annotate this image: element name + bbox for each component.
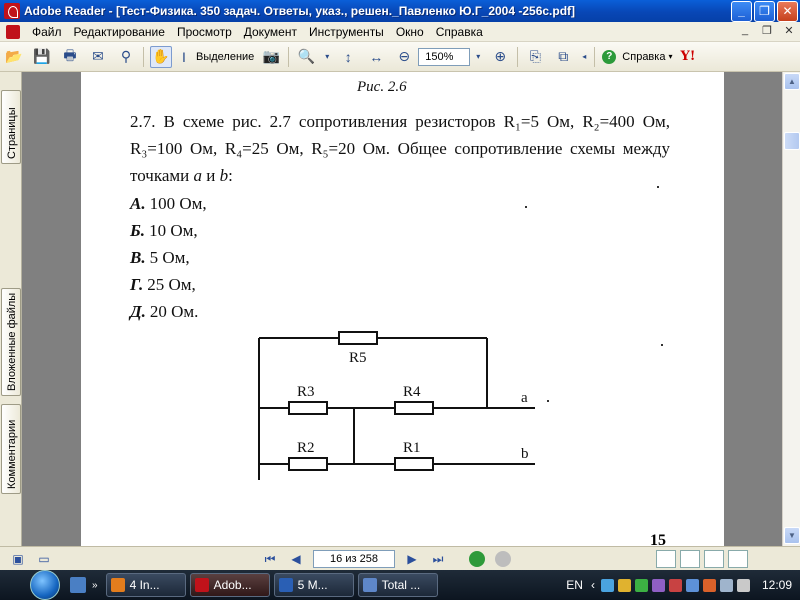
toolbar-separator [517,47,518,67]
taskbar-button-adobe[interactable] [190,573,270,597]
menu-view[interactable]: Просмотр [176,24,232,39]
resistor-r3 [289,402,327,414]
tray-app-icon[interactable] [601,579,614,592]
clock[interactable]: 12:09 [761,578,792,592]
resistor-r2 [289,458,327,470]
rotate-icon[interactable]: ⎘ [529,48,541,64]
terminal-a: a [521,390,528,406]
fit-width-icon[interactable]: ↔ [369,48,384,65]
answer-option [130,302,198,322]
previous-view-icon[interactable] [469,551,485,567]
zoom-dropdown-icon[interactable]: ▾ [325,52,330,61]
close-button[interactable]: ✕ [777,1,798,22]
page-layout-icon[interactable]: ⧉ [558,48,569,64]
resistor-r1 [395,458,433,470]
next-view-icon[interactable] [495,551,511,567]
taskbar-button-label: 4 In... [129,578,160,592]
scan-speck [657,186,659,188]
menu-window[interactable]: Окно [395,24,424,39]
terminal-b: b [521,446,529,462]
scan-speck [525,206,527,208]
single-page-layout-icon[interactable] [656,550,676,568]
adobe-icon [195,578,209,592]
system-tray [566,578,800,592]
title-bar [0,0,800,22]
taskbar-button-total-commander[interactable] [358,573,438,597]
point-a-label: a [193,166,202,185]
window-title: Adobe Reader - [Тест-Физика. 350 задач. Ответы, указ., решен._Павленко Ю.Г_2004 -256с.pdf] [24,4,576,18]
continuous-layout-icon[interactable] [680,550,700,568]
maximize-button[interactable]: ❐ [754,1,775,22]
toolbar-separator [288,47,289,67]
answer-option [130,275,196,295]
answer-text: 25 Ом, [147,275,196,294]
minimize-button[interactable]: _ [731,1,752,22]
quick-launch-expand-icon[interactable]: » [92,579,98,591]
bookmark-panel-icon[interactable]: ▣ [12,551,24,566]
scroll-down-arrow-icon[interactable]: ▼ [784,527,800,544]
menu-document[interactable]: Документ [243,24,297,39]
answer-option [130,221,198,241]
label-r4: R4 [403,384,421,400]
circuit-diagram [257,330,557,510]
snapshot-icon[interactable]: 📷 [262,48,281,64]
print-icon[interactable]: 🖶 [63,46,77,63]
tab-comments[interactable] [1,404,21,494]
page-status-icon[interactable]: ▭ [38,551,50,566]
tab-pages-label: Страницы [6,107,18,159]
label-r2: R2 [297,440,315,456]
firefox-icon [111,578,125,592]
tab-attachments[interactable] [1,288,21,396]
taskbar-button-label: Total ... [381,578,421,592]
help-icon: ? [602,50,616,64]
menu-bar [0,22,800,42]
last-page-icon[interactable]: ⏭ [432,551,444,566]
next-page-icon[interactable]: ▶ [407,551,417,566]
toolbar [0,42,800,72]
save-icon[interactable]: 💾 [33,48,51,64]
toolbar-separator [594,47,595,67]
taskbar-button-firefox[interactable] [106,573,186,597]
network-icon[interactable] [720,579,733,592]
tray-expand-icon[interactable]: ‹ [590,578,595,592]
label-r5: R5 [349,350,367,366]
answer-option [130,248,190,268]
help-chevron-icon: ▾ [668,52,673,61]
answer-text: 5 Ом, [149,248,190,267]
volume-icon[interactable] [737,579,750,592]
zoom-in-icon[interactable]: ⊕ [494,48,507,64]
toolbar-separator [143,47,144,67]
taskbar-button-word[interactable] [274,573,354,597]
previous-page-icon[interactable]: ◀ [291,551,301,566]
search-binoculars-icon[interactable]: ⚲ [120,48,132,64]
menu-help[interactable]: Справка [435,24,483,39]
answer-letter: В. [130,248,146,267]
answer-letter: А. [130,194,146,213]
yahoo-toolbar-icon[interactable]: Y! [680,49,696,64]
zoom-input[interactable]: 150% [418,48,470,66]
tray-app-icon[interactable] [669,579,682,592]
tab-attachments-label: Вложенные файлы [6,292,18,391]
resistor-r4 [395,402,433,414]
answer-letter: Г. [130,275,144,294]
tray-app-icon[interactable] [703,579,716,592]
navigation-bar [0,546,800,570]
first-page-icon[interactable]: ⏮ [264,551,276,566]
menu-tools[interactable]: Инструменты [308,24,384,39]
menu-edit[interactable]: Редактирование [73,24,165,39]
language-indicator[interactable]: EN [566,578,583,592]
figure-caption-2-6: Рис. 2.6 [357,79,407,95]
help-button[interactable] [602,50,672,64]
zoom-out-icon[interactable]: ⊖ [398,48,411,64]
total-commander-icon [363,578,377,592]
label-r3: R3 [297,384,315,400]
and-word: и [206,166,216,185]
menu-file[interactable]: Файл [32,24,62,39]
point-b-label: b [219,166,229,185]
resistor-r5 [339,332,377,344]
zoom-in-tool-icon[interactable]: 🔍 [297,48,316,64]
continuous-facing-layout-icon[interactable] [728,550,748,568]
vertical-scrollbar[interactable] [782,72,800,546]
problem-text: 2.7. В схеме рис. 2.7 сопротивления резисторов R₁=5 Ом, R₂=400 Ом, R₃=100 Ом, R₄=25 Ом, R₅=20 Ом. Общее сопротивление схемы между точками [130,112,670,185]
tray-app-icon[interactable] [686,579,699,592]
tray-app-icon[interactable] [635,579,648,592]
tab-comments-label: Комментарии [6,419,18,489]
problem-statement: 2.7. В схеме рис. 2.7 сопротивления резисторов R₁=5 Ом, R₂=400 Ом, R₃=100 Ом, R₄=25 Ом, R₅=20 Ом. Общее сопротивление схемы между точками a и b: [130,112,670,185]
tray-app-icon[interactable] [618,579,631,592]
start-button[interactable] [30,570,60,600]
answer-text: 10 Ом, [149,221,198,240]
doc-minimize-icon[interactable]: _ [741,23,749,36]
doc-restore-icon[interactable]: ❐ [762,24,772,37]
doc-close-icon[interactable]: ✕ [784,24,794,37]
tray-app-icon[interactable] [652,579,665,592]
label-r1: R1 [403,440,421,456]
hand-tool-icon[interactable]: ✋ [150,46,172,68]
answer-text: 20 Ом. [149,302,199,321]
scroll-thumb[interactable] [784,132,800,150]
tab-pages[interactable] [1,90,21,164]
word-icon [279,578,293,592]
document-viewport[interactable] [22,72,782,546]
text-select-icon[interactable]: I [182,48,186,65]
scan-speck [661,344,663,346]
pdf-page [81,72,724,546]
facing-layout-icon[interactable] [704,550,724,568]
adobe-reader-icon [4,3,20,19]
scroll-up-arrow-icon[interactable]: ▲ [784,73,800,90]
scan-speck [547,400,549,402]
taskbar-button-label: Adob... [213,578,252,592]
fit-height-icon[interactable]: ↕ [344,48,352,65]
answer-letter: Д. [130,302,146,321]
answer-letter: Б. [130,221,146,240]
help-label: Справка [622,50,666,63]
navigation-side-panel [0,72,22,546]
windows-taskbar [0,570,800,600]
toolbar-more-icon[interactable]: ◂ [582,52,587,61]
email-icon[interactable]: ✉ [92,48,104,64]
page-number: 15 [650,532,666,546]
page-number-field[interactable]: 16 из 258 [313,550,395,568]
taskbar-button-label: 5 M... [297,578,328,592]
open-icon[interactable]: 📂 [5,48,23,64]
document-icon [6,25,20,39]
zoom-select-chevron-icon[interactable]: ▾ [476,52,481,61]
quick-launch-icon[interactable] [70,577,86,593]
select-tool-label[interactable]: Выделение [196,50,255,63]
answer-option [130,194,207,214]
answer-text: 100 Ом, [149,194,207,213]
